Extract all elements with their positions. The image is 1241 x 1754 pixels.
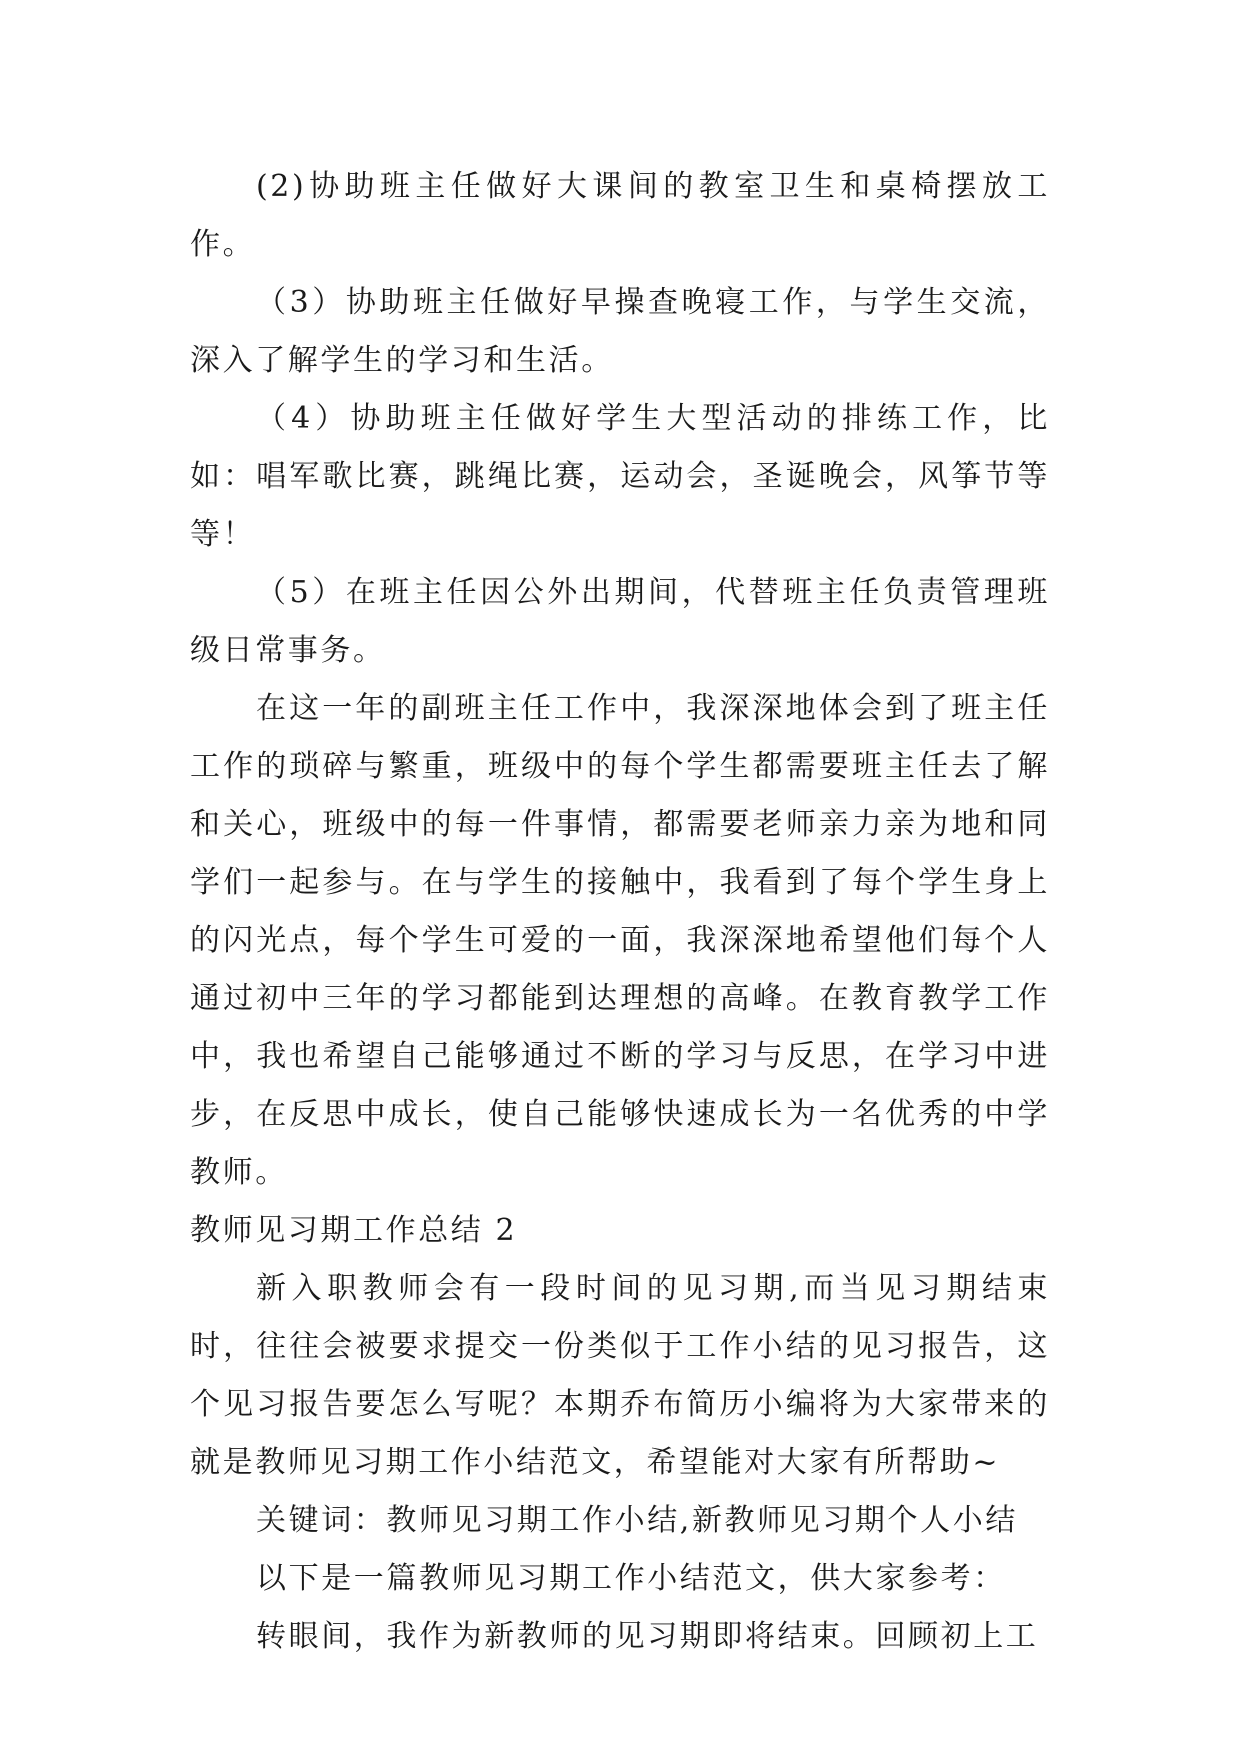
paragraph-intro: 新入职教师会有一段时间的见习期,而当见习期结束时，往往会被要求提交一份类似于工作小结的见习报告，这个见习报告要怎么写呢？本期乔布简历小编将为大家带来的就是教师见习期工作小结范文，希望能对大家有所帮助~ xyxy=(190,1271,1050,1480)
paragraph-body-start: 转眼间，我作为新教师的见习期即将结束。回顾初上工 xyxy=(256,1619,1039,1654)
paragraph-item-4: （4）协助班主任做好学生大型活动的排练工作，比如：唱军歌比赛，跳绳比赛，运动会，圣诞晚会，风筝节等等！ xyxy=(190,401,1050,552)
section-heading: 教师见习期工作总结 2 xyxy=(190,1213,518,1248)
paragraph-reflection: 在这一年的副班主任工作中，我深深地体会到了班主任工作的琐碎与繁重，班级中的每个学生都需要班主任去了解和关心，班级中的每一件事情，都需要老师亲力亲为地和同学们一起参与。在与学生的接触中，我看到了每个学生身上的闪光点，每个学生可爱的一面，我深深地希望他们每个人通过初中三年的学习都能到达理想的高峰。在教育教学工作中，我也希望自己能够通过不断的学习与反思，在学习中进步，在反思中成长，使自己能够快速成长为一名优秀的中学教师。 xyxy=(190,691,1050,1190)
paragraph-keywords: 关键词：教师见习期工作小结,新教师见习期个人小结 xyxy=(256,1503,1018,1538)
paragraph-item-5: （5）在班主任因公外出期间，代替班主任负责管理班级日常事务。 xyxy=(190,575,1050,668)
paragraph-lead-in: 以下是一篇教师见习期工作小结范文，供大家参考： xyxy=(256,1561,1006,1596)
paragraph-item-3: （3）协助班主任做好早操查晚寝工作，与学生交流，深入了解学生的学习和生活。 xyxy=(190,285,1050,378)
document-body xyxy=(190,158,1050,1666)
paragraph-item-2: (2)协助班主任做好大课间的教室卫生和桌椅摆放工作。 xyxy=(190,169,1050,262)
